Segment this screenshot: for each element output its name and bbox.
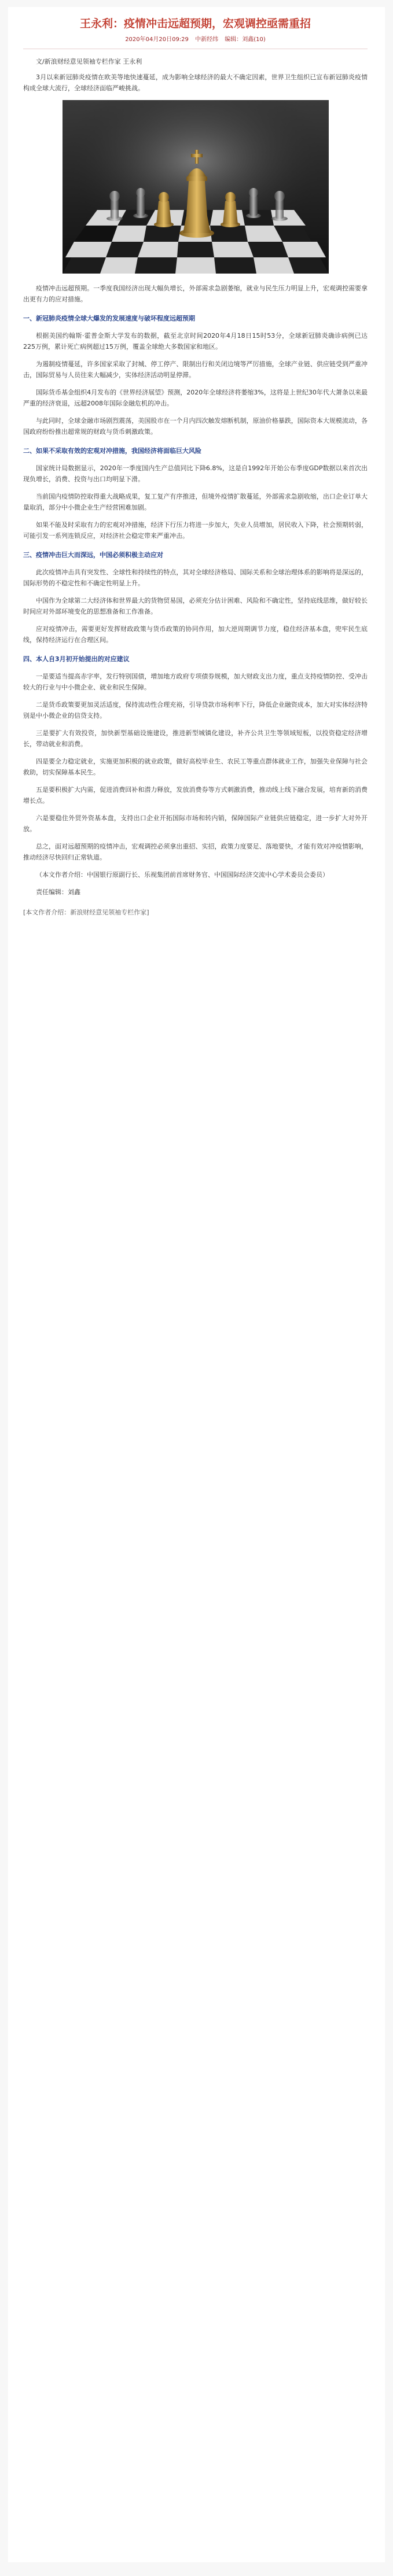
paragraph: 二是货币政策要更加灵活适度，保持流动性合理充裕，引导贷款市场利率下行，降低企业融资成本，加大对实体经济特别是中小微企业的信贷支持。 — [23, 701, 368, 719]
paragraph: 如果不能及时采取有力的宏观对冲措施，经济下行压力将进一步加大，失业人员增加，居民收入下降，社会预期转弱，可能引发一系列连锁反应，对经济社会稳定带来严重冲击。 — [23, 521, 368, 540]
paragraph: 此次疫情冲击具有突发性、全球性和持续性的特点，其对全球经济格局、国际关系和全球治理体系的影响将是深远的，国际形势的不稳定性和不确定性明显上升。 — [23, 569, 368, 587]
article-editor: 编辑：刘鑫(10) — [225, 36, 266, 43]
section-heading: 四、本人自3月初开始提出的对应建议 — [23, 655, 130, 663]
article-page — [8, 7, 385, 2562]
source-note: [本文作者介绍：新浪财经意见领袖专栏作家] — [23, 909, 149, 916]
paragraph: 应对疫情冲击，需要更好发挥财政政策与货币政策的协同作用，加大逆周期调节力度，稳住经济基本盘，兜牢民生底线，保持经济运行在合理区间。 — [23, 625, 368, 644]
article-source[interactable]: 中新经纬 — [195, 36, 219, 43]
paragraph: 疫情冲击远超预期。一季度我国经济出现大幅负增长，外部需求急剧萎缩，就业与民生压力明显上升，宏观调控需要拿出更有力的应对措施。 — [23, 285, 368, 303]
article-date: 2020年04月20日09:29 — [125, 36, 189, 43]
paragraph: 国际货币基金组织4月发布的《世界经济展望》预测，2020年全球经济将萎缩3%，这将是上世纪30年代大萧条以来最严重的经济衰退，远超2008年国际金融危机的冲击。 — [23, 389, 368, 407]
paragraph: 为遏制疫情蔓延，许多国家采取了封城、停工停产、限制出行和关闭边境等严厉措施，全球产业链、供应链受到严重冲击，国际贸易与人员往来大幅减少，实体经济活动明显停滞。 — [23, 360, 368, 379]
section-heading: 三、疫情冲击巨大而深远，中国必须积极主动应对 — [23, 551, 163, 559]
paragraph: 六是要稳住外贸外资基本盘，支持出口企业开拓国际市场和转内销，保障国际产业链供应链稳定，进一步扩大对外开放。 — [23, 814, 368, 833]
paragraph: 一是要适当提高赤字率，发行特别国债，增加地方政府专项债券规模，加大财政支出力度，重点支持疫情防控、受冲击较大的行业与中小微企业、就业和民生保障。 — [23, 673, 368, 691]
section-heading: 二、如果不采取有效的宏观对冲措施，我国经济将面临巨大风险 — [23, 447, 201, 455]
paragraph: 五是要积极扩大内需，促进消费回补和潜力释放，发放消费券等方式刺激消费，推动线上线下融合发展，培育新的消费增长点。 — [23, 786, 368, 804]
byline: 文/新浪财经意见领袖专栏作家 王永利 — [36, 58, 142, 65]
article-title: 王永利：疫情冲击远超预期，宏观调控亟需重招 — [79, 17, 311, 30]
paragraph: （本文作者介绍：中国银行原副行长、乐视集团前首席财务官、中国国际经济交流中心学术委员会委员） — [36, 871, 329, 879]
paragraph: 三是要扩大有效投资，加快新型基础设施建设，推进新型城镇化建设，补齐公共卫生等领域短板，以投资稳定经济增长，带动就业和消费。 — [23, 729, 368, 748]
paragraph: 3月以来新冠肺炎疫情在欧美等地快速蔓延，成为影响全球经济的最大不确定因素，世界卫生组织已宣布新冠肺炎疫情构成全球大流行，全球经济面临严峻挑战。 — [23, 73, 368, 92]
article-meta — [23, 34, 368, 43]
paragraph: 责任编辑：刘鑫 — [36, 888, 80, 896]
section-heading: 一、新冠肺炎疫情全球大爆发的发展速度与破坏程度远超预期 — [23, 315, 195, 322]
paragraph: 与此同时，全球金融市场剧烈震荡，美国股市在一个月内四次触发熔断机制，原油价格暴跌，国际资本大规模流动，各国政府纷纷推出超常规的财政与货币刺激政策。 — [23, 417, 368, 436]
paragraph: 四是要全力稳定就业，实施更加积极的就业政策，做好高校毕业生、农民工等重点群体就业工作，加强失业保障与社会救助，切实保障基本民生。 — [23, 758, 368, 776]
paragraph: 中国作为全球第二大经济体和世界最大的货物贸易国，必须充分估计困难、风险和不确定性，坚持底线思维，做好较长时间应对外部环境变化的思想准备和工作准备。 — [23, 597, 368, 615]
paragraph: 总之，面对远超预期的疫情冲击，宏观调控必须拿出重招、实招，政策力度要足、落地要快，才能有效对冲疫情影响，推动经济尽快回归正常轨道。 — [23, 843, 368, 861]
paragraph: 根据美国约翰斯·霍普金斯大学发布的数据，截至北京时间2020年4月18日15时53分，全球新冠肺炎确诊病例已达225万例，累计死亡病例超过15万例，覆盖全球绝大多数国家和地区。 — [23, 332, 368, 350]
paragraph: 国家统计局数据显示，2020年一季度国内生产总值同比下降6.8%，这是自1992年开始公布季度GDP数据以来首次出现负增长，消费、投资与出口均明显下滑。 — [23, 464, 368, 483]
chess-king-image — [63, 100, 329, 274]
paragraph: 当前国内疫情防控取得重大战略成果，复工复产有序推进，但境外疫情扩散蔓延，外部需求急剧收缩，出口企业订单大量取消，部分中小微企业生产经营困难加剧。 — [23, 493, 368, 511]
